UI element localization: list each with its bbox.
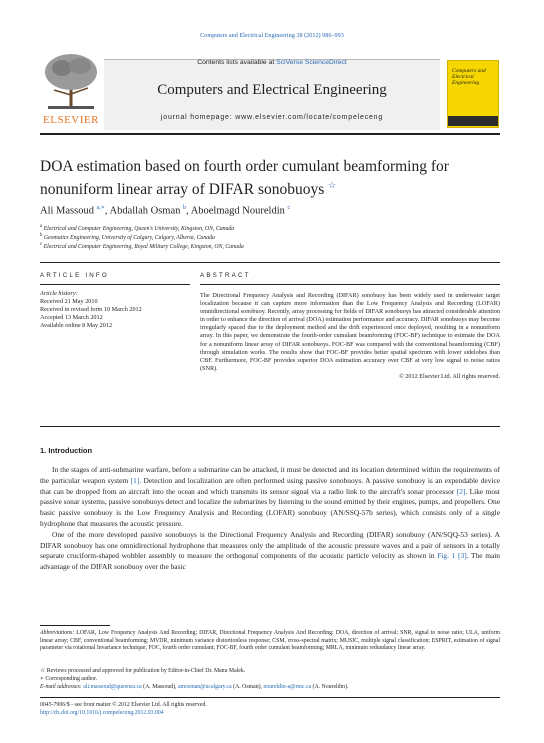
- paragraph-text: . Detection and localization are often performed using passive sonobuoys. A passive sonobuoy is an expendable device that can be dropped from an aircraft into the ocean and which transmits its sensor signal via a radio link to the aircraft's sonar processor: [40, 475, 501, 496]
- email-owner: (A. Massoud),: [141, 684, 178, 690]
- contents-line: [104, 59, 440, 66]
- author-name[interactable]: Aboelmagd Noureldin: [190, 205, 285, 217]
- cover-title: Computers and Electrical Engineering: [452, 68, 486, 86]
- introduction-body: [40, 465, 500, 573]
- author-affil-mark[interactable]: a,∗: [96, 205, 105, 211]
- contents-prefix: Contents lists available at: [197, 59, 277, 66]
- sciencedirect-link[interactable]: SciVerse ScienceDirect: [276, 59, 347, 66]
- paragraph-text: In the stages of anti-submarine warfare, before a submarine can be attacked, it must be detected and its location determined within the requirements of the particular weapon system: [40, 465, 500, 485]
- issn-line: 0045-7906/$ - see front matter © 2012 Elsevier Ltd. All rights reserved.: [40, 702, 207, 708]
- author-name[interactable]: Ali Massoud: [40, 205, 94, 217]
- abbreviations-text: LOFAR, Low Frequency Analysis And Recording; DIFAR, Directional Frequency Analysis And Recording; DOA, direction of arrival; SNR, signal to noise ratio; ULA, uniform linear array; CBF, conventional beamforming; MVDR, minimum variance distortionless response; CSM, cross-spectral matrix; MUSIC, multiple signal classification; ESPRIT, estimation of signal parameter via rotational Invariance technique; FOC, fourth order cumulant; FOC-BF, fourth order cumulant beamforming; MRLA, minimum redundancy linear array.: [40, 630, 500, 652]
- paragraph: [40, 465, 500, 530]
- affiliation-text: Electrical and Computer Engineering, Queen's University, Kingston, ON, Canada: [43, 225, 235, 232]
- journal-title[interactable]: Computers and Electrical Engineering: [157, 82, 387, 98]
- email-link[interactable]: ali.massoud@queensu.ca: [83, 684, 142, 690]
- author-list: Ali Massoud $^{a,∗}$, Abdallah Osman $^b$, Aboelmagd Noureldin $^c$: [40, 205, 291, 217]
- corresponding-footnote: ∗ Corresponding author.: [40, 676, 98, 682]
- publisher-name: ELSEVIER: [43, 114, 99, 126]
- email-owner: (A. Osman),: [231, 684, 264, 690]
- paragraph-text: One of the more developed passive sonobuoys is the Directional Frequency Analysis and Recording (DIFAR) sonobuoy (AN/SQQ-53 series). A DIFAR sonobuoy has one omnidirectional hydrophone that measures only the amplitude of the acoustic pressure waves and a pair of sensors in a totally separate cruciform-shaped wobbler assembly to measure the orthogonal components of the acoustic particle velocity as shown in: [40, 529, 500, 561]
- introduction-heading: 1. Introduction: [40, 446, 93, 455]
- affiliation-mark: c: [40, 242, 43, 247]
- affiliation-mark: a: [40, 224, 43, 229]
- affiliation: [40, 242, 500, 250]
- affiliation: [40, 224, 500, 232]
- journal-citation[interactable]: Computers and Electrical Engineering 38 (2012) 986–993: [200, 32, 344, 39]
- author-name[interactable]: Abdallah Osman: [109, 205, 181, 217]
- email-label: E-mail addresses:: [40, 684, 82, 690]
- email-link[interactable]: amosman@ucalgary.ca: [177, 684, 232, 690]
- title-footnote-mark[interactable]: ☆: [328, 180, 337, 190]
- abstract: [200, 292, 500, 381]
- history-item: Received in revised form 10 March 2012: [40, 306, 142, 313]
- abstract-text: The Directional Frequency Analysis and Recording (DIFAR) sonobuoy has been widely used in underwater target localization because it can capture more information than the Low Frequency Analysis and Recording (LOFAR) omnidirectional sonobuoy. Recently, array processing for fields of DIFAR sonobuoys has attracted considerable attention in order to enhance the direction of arrival (DOA) estimation performance and accuracy. DIFAR sonobuoys may become irregularly spaced due to the deployment method and the drift experienced once deployed, resulting in a nonuniform array. In this paper, we demonstrate the fourth-order cumulant beamforming (FOC-BF) technique to estimate the DOA for a nonuniform linear array of DIFAR sonobuoys. FOC-BF was compared with the conventional beamforming (CBF) through simulation works. The results show that FOC-BF provides better spatial spectrum with lower sidelobes than CBF. Furthermore, FOC-BF provides superior DOA estimation accuracy over CBF at very low signal to noise ratios (SNR).: [200, 292, 500, 372]
- citation-link[interactable]: [2]: [456, 486, 466, 496]
- abstract-heading: ABSTRACT: [200, 272, 251, 279]
- paper-title: [40, 158, 500, 199]
- citation-link[interactable]: [3]: [458, 551, 467, 561]
- email-link[interactable]: noureldin-a@rmc.ca: [263, 684, 312, 690]
- paragraph-text: . The main advantage of the DIFAR sonobuoy over the basic: [40, 551, 501, 572]
- article-info-rule: [40, 284, 190, 285]
- section-divider: [40, 262, 500, 263]
- author-affil-mark[interactable]: b: [183, 205, 187, 211]
- journal-homepage[interactable]: journal homepage: www.elsevier.com/locate/compeleceng: [160, 114, 384, 121]
- header-rule: [40, 133, 500, 135]
- history-item: Available online 8 May 2012: [40, 322, 113, 329]
- abstract-rule: [200, 284, 500, 285]
- email-owner: (A. Noureldin).: [311, 684, 349, 690]
- citation-link[interactable]: [1]: [130, 475, 140, 485]
- affiliation-text: Electrical and Computer Engineering, Royal Military College, Kingston, ON, Canada: [43, 243, 244, 250]
- history-item: Accepted 13 March 2012: [40, 314, 103, 321]
- review-footnote: ☆ Reviews processed and approved for publication by Editor-in-Chief Dr. Manu Malek.: [40, 668, 246, 674]
- affiliation-text: Geomatics Engineering, University of Calgary, Calgary, Alberta, Canada: [43, 234, 215, 241]
- affiliation-mark: b: [40, 233, 43, 238]
- paragraph: [40, 530, 500, 573]
- footer-rule: [40, 697, 500, 698]
- doi-line: [40, 710, 340, 717]
- abstract-copyright: © 2012 Elsevier Ltd. All rights reserved.: [399, 372, 500, 380]
- doi-link[interactable]: http://dx.doi.org/10.1016/j.compeleceng.2012.03.004: [40, 710, 164, 716]
- section-divider: [40, 426, 500, 427]
- paper-title-text: DOA estimation based on fourth order cumulant beamforming for nonuniform linear array of DIFAR sonobuoys: [40, 158, 449, 199]
- footnote-rule: [40, 625, 110, 626]
- figure-link[interactable]: Fig. 1: [437, 551, 456, 561]
- affiliation: [40, 233, 500, 241]
- article-info-heading: ARTICLE INFO: [40, 272, 109, 279]
- abbreviations-label: Abbreviations:: [40, 630, 75, 636]
- paragraph-text: . Like most passive sonar systems, passive sonobuoys detect and localize the submarines by listening to the sound emitted by their engines, pumps, and propellers. One basic passive sonobuoy is the Low Frequency Analysis and Recording (LOFAR) sonobuoy (AN/SSQ-57b series), which consists only of a single hydrophone that measures the acoustic pressure.: [40, 486, 500, 528]
- author-affil-mark[interactable]: c: [287, 205, 291, 211]
- email-footnote: [40, 684, 500, 692]
- history-label: Article history:: [40, 290, 78, 297]
- abbreviations-footnote: [40, 630, 500, 653]
- cover-strip: [448, 116, 498, 126]
- history-item: Received 21 May 2010: [40, 298, 98, 305]
